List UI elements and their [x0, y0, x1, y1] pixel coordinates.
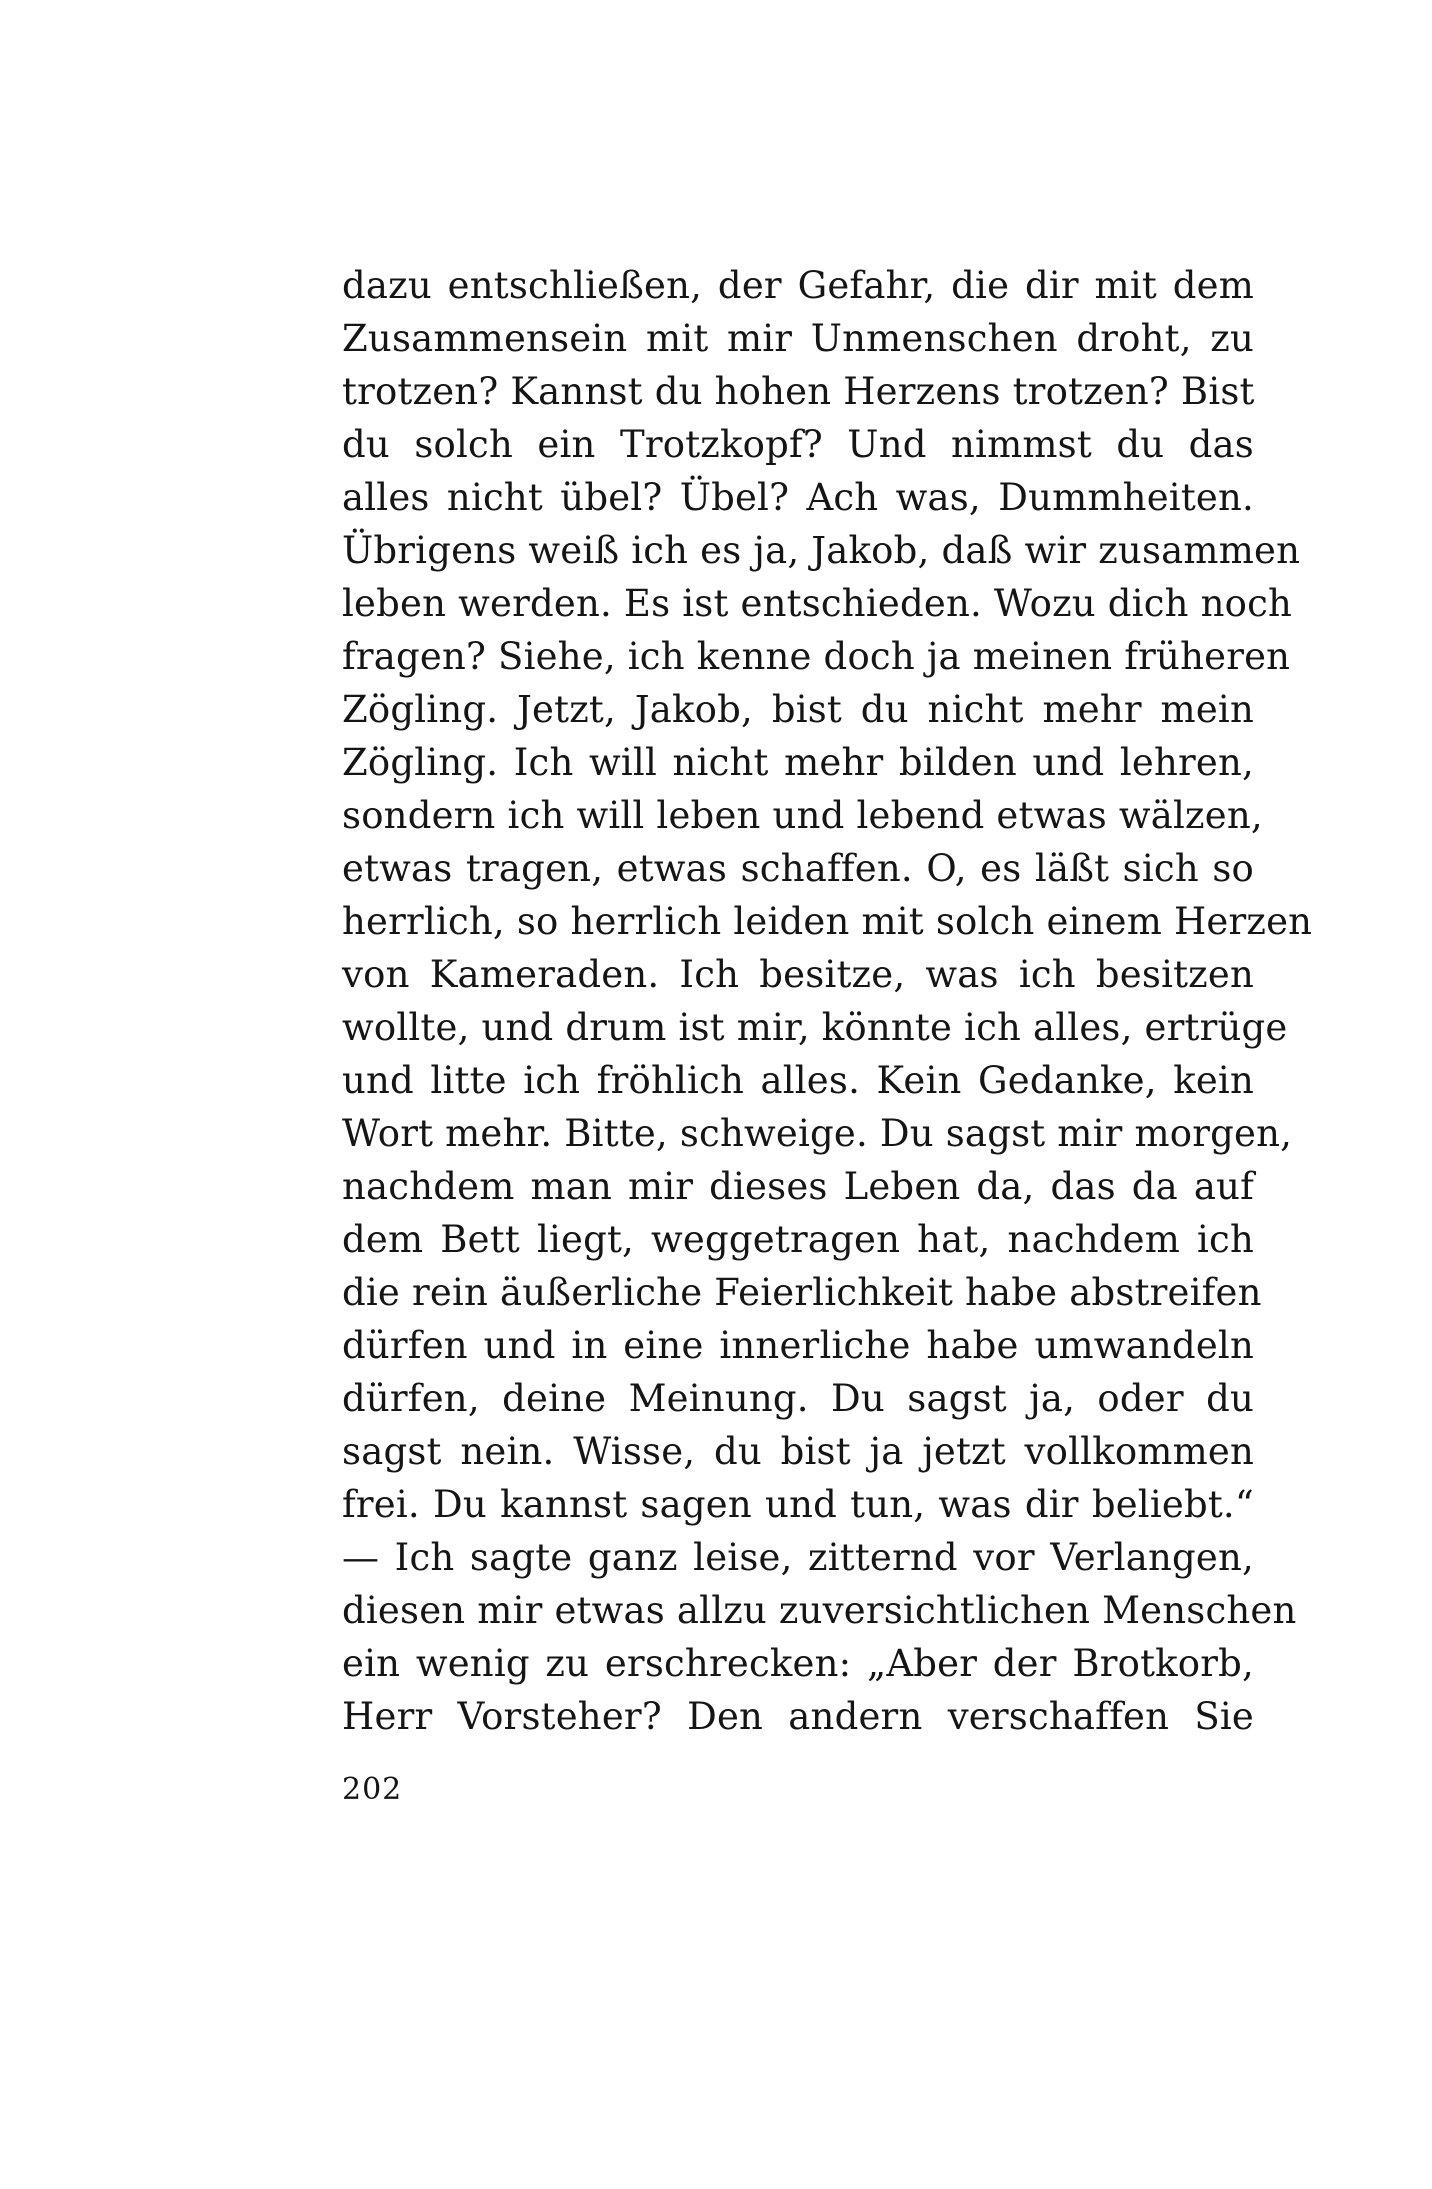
text-line: sondern ich will leben und lebend etwas wälzen,	[342, 794, 1263, 837]
text-line: Herr Vorsteher? Den andern verschaffen Sie	[342, 1695, 1254, 1738]
text-line: diesen mir etwas allzu zuversichtlichen Menschen	[342, 1589, 1297, 1632]
text-line: Übrigens weiß ich es ja, Jakob, daß wir zusammen	[342, 529, 1301, 572]
text-line: Zögling. Jetzt, Jakob, bist du nicht mehr mein	[342, 688, 1254, 731]
text-line: — Ich sagte ganz leise, zitternd vor Verlangen,	[342, 1536, 1254, 1579]
text-line: dürfen und in eine innerliche habe umwandeln	[342, 1324, 1254, 1367]
text-line: etwas tragen, etwas schaffen. O, es läßt sich so	[342, 847, 1254, 890]
text-line: und litte ich fröhlich alles. Kein Gedanke, kein	[342, 1059, 1254, 1102]
body-text	[342, 259, 1313, 1743]
page-number: 202	[342, 1772, 403, 1807]
text-line: dazu entschließen, der Gefahr, die dir mit dem	[342, 264, 1254, 307]
text-line: du solch ein Trotzkopf? Und nimmst du das	[342, 423, 1254, 466]
text-line: von Kameraden. Ich besitze, was ich besitzen	[342, 953, 1254, 996]
text-line: leben werden. Es ist entschieden. Wozu dich noch	[342, 582, 1293, 625]
text-line: fragen? Siehe, ich kenne doch ja meinen früheren	[342, 635, 1291, 678]
text-line: Zusammensein mit mir Unmenschen droht, zu	[342, 317, 1254, 360]
text-line: herrlich, so herrlich leiden mit solch einem Herzen	[342, 900, 1313, 943]
text-line: dürfen, deine Meinung. Du sagst ja, oder du	[342, 1377, 1254, 1420]
text-line: Zögling. Ich will nicht mehr bilden und lehren,	[342, 741, 1254, 784]
text-line: wollte, und drum ist mir, könnte ich alles, ertrüge	[342, 1006, 1288, 1049]
text-line: ein wenig zu erschrecken: „Aber der Brotkorb,	[342, 1642, 1254, 1685]
text-line: frei. Du kannst sagen und tun, was dir beliebt.“	[342, 1483, 1254, 1526]
text-line: trotzen? Kannst du hohen Herzens trotzen? Bist	[342, 370, 1255, 413]
text-line: Wort mehr. Bitte, schweige. Du sagst mir morgen,	[342, 1112, 1293, 1155]
text-line: nachdem man mir dieses Leben da, das da auf	[342, 1165, 1254, 1208]
text-line: sagst nein. Wisse, du bist ja jetzt vollkommen	[342, 1430, 1254, 1473]
text-line: dem Bett liegt, weggetragen hat, nachdem ich	[342, 1218, 1254, 1261]
text-line: alles nicht übel? Übel? Ach was, Dummheiten.	[342, 476, 1254, 519]
text-line: die rein äußerliche Feierlichkeit habe abstreifen	[342, 1271, 1262, 1314]
